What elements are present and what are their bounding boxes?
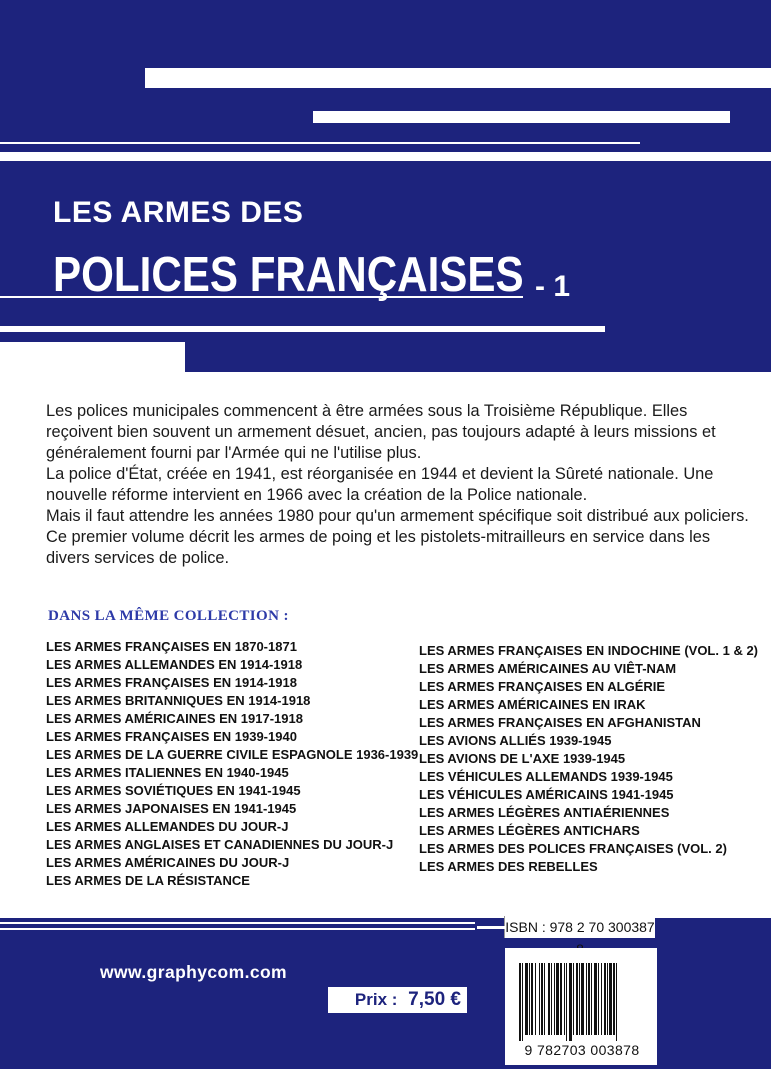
description-paragraph: Les polices municipales commencent à être armées sous la Troisième République. Elles reçoivent bien souvent un armement désuet, ancien, pas toujours adapté à leurs missions et généralement fourni par l'Armée qui ne l'utilise plus. xyxy=(46,402,716,462)
barcode-bar xyxy=(609,963,612,1035)
barcode-bar xyxy=(607,963,608,1035)
barcode-bar xyxy=(525,963,528,1035)
collection-item: LES ARMES AMÉRICAINES EN 1917-1918 xyxy=(46,711,303,726)
collection-item: LES ARMES FRANÇAISES EN ALGÉRIE xyxy=(419,679,666,694)
collection-item: LES ARMES ITALIENNES EN 1940-1945 xyxy=(46,765,289,780)
barcode-bar xyxy=(531,963,533,1035)
collection-list-left xyxy=(46,638,418,890)
price-value: 7,50 € xyxy=(408,989,461,1010)
barcode-bar xyxy=(586,963,587,1035)
header-stripe xyxy=(145,68,771,88)
barcode-bar xyxy=(591,963,592,1035)
barcode-bar xyxy=(560,963,562,1035)
collection-item: LES AVIONS DE L'AXE 1939-1945 xyxy=(419,751,626,766)
collection-item: LES VÉHICULES AMÉRICAINS 1941-1945 xyxy=(419,787,674,802)
barcode-bar xyxy=(522,963,523,1041)
price-box xyxy=(328,987,467,1013)
collection-list-right xyxy=(419,642,758,876)
volume-number: - 1 xyxy=(535,270,571,303)
barcode-bar xyxy=(569,963,572,1041)
collection-item: LES ARMES SOVIÉTIQUES EN 1941-1945 xyxy=(46,783,301,798)
website-link[interactable]: www.graphycom.com xyxy=(100,962,288,982)
header-band xyxy=(0,0,771,372)
price-label: Prix : xyxy=(354,990,398,1009)
barcode-bar xyxy=(554,963,555,1035)
barcode-digits: 9 782703 003878 xyxy=(524,1042,640,1058)
collection-item: LES ARMES ALLEMANDES DU JOUR-J xyxy=(46,819,289,834)
collection-item: LES AVIONS ALLIÉS 1939-1945 xyxy=(419,733,612,748)
barcode-bar xyxy=(588,963,590,1035)
collection-item: LES ARMES ALLEMANDES EN 1914-1918 xyxy=(46,657,303,672)
barcode-bar xyxy=(551,963,552,1035)
barcode xyxy=(505,948,657,1065)
barcode-bar xyxy=(566,963,567,1041)
collection-item: LES VÉHICULES ALLEMANDS 1939-1945 xyxy=(419,769,673,784)
collection-item: LES ARMES ANGLAISES ET CANADIENNES DU JOUR-J xyxy=(46,837,394,852)
description-paragraph: La police d'État, créée en 1941, est réorganisée en 1944 et devient la Sûreté nationale. Une nouvelle réforme intervient en 1966 avec la création de la Police nationale. xyxy=(46,465,714,504)
barcode-bar xyxy=(535,963,536,1035)
header-stripe xyxy=(0,152,771,161)
barcode-bar xyxy=(573,963,574,1035)
header-stripe xyxy=(0,342,185,372)
barcode-bar xyxy=(539,963,540,1035)
collection-item: LES ARMES DE LA GUERRE CIVILE ESPAGNOLE 1936-1939 xyxy=(46,747,419,762)
collection-item: LES ARMES AMÉRICAINES DU JOUR-J xyxy=(46,855,290,870)
collection-item: LES ARMES FRANÇAISES EN INDOCHINE (VOL. 1 & 2) xyxy=(419,643,758,658)
collection-item: LES ARMES FRANÇAISES EN 1914-1918 xyxy=(46,675,297,690)
book-description xyxy=(46,401,758,569)
collection-item: LES ARMES JAPONAISES EN 1941-1945 xyxy=(46,801,297,816)
header-stripe xyxy=(313,111,730,123)
description-paragraph: Ce premier volume décrit les armes de poing et les pistolets-mitrailleurs en service dans les divers services de police. xyxy=(46,528,711,567)
collection-item: LES ARMES FRANÇAISES EN 1870-1871 xyxy=(46,639,297,654)
description-paragraph: Mais il faut attendre les années 1980 pour qu'un armement spécifique soit distribué aux policiers. xyxy=(46,507,749,525)
barcode-bar xyxy=(544,963,545,1035)
collection-item: LES ARMES AMÉRICAINES AU VIÊT-NAM xyxy=(419,661,677,676)
collection-item: LES ARMES DES REBELLES xyxy=(419,859,598,874)
barcode-bar xyxy=(541,963,543,1035)
cover-title-line2: POLICES FRANÇAISES xyxy=(53,248,524,302)
barcode-bars xyxy=(517,963,647,1041)
barcode-bar xyxy=(576,963,578,1035)
collection-item: LES ARMES LÉGÈRES ANTIAÉRIENNES xyxy=(419,805,670,820)
barcode-bar xyxy=(556,963,559,1035)
barcode-bar xyxy=(529,963,530,1035)
header-stripe xyxy=(0,326,605,332)
collection-item: LES ARMES LÉGÈRES ANTICHARS xyxy=(419,823,640,838)
barcode-bar xyxy=(613,963,615,1035)
collection-item: LES ARMES FRANÇAISES EN 1939-1940 xyxy=(46,729,297,744)
barcode-bar xyxy=(604,963,606,1035)
footer-stripe xyxy=(0,922,475,924)
barcode-bar xyxy=(579,963,580,1035)
collection-item: LES ARMES DES POLICES FRANÇAISES (VOL. 2) xyxy=(419,841,727,856)
barcode-bar xyxy=(581,963,584,1035)
cover-title-line1: LES ARMES DES xyxy=(53,196,304,229)
barcode-bar xyxy=(548,963,550,1035)
collection-item: LES ARMES AMÉRICAINES EN IRAK xyxy=(419,697,646,712)
isbn-label: ISBN : 978 2 70 300387 xyxy=(504,916,655,938)
barcode-bar xyxy=(594,963,597,1035)
collection-item: LES ARMES DE LA RÉSISTANCE xyxy=(46,873,250,888)
collection-item: LES ARMES FRANÇAISES EN AFGHANISTAN xyxy=(419,715,701,730)
footer-stripe xyxy=(0,928,475,930)
collection-item: LES ARMES BRITANNIQUES EN 1914-1918 xyxy=(46,693,311,708)
barcode-bar xyxy=(519,963,521,1041)
barcode-bar xyxy=(564,963,565,1035)
collection-heading: DANS LA MÊME COLLECTION : xyxy=(48,608,289,624)
barcode-bar xyxy=(598,963,599,1035)
barcode-bar xyxy=(616,963,617,1041)
header-stripe xyxy=(0,142,640,144)
barcode-bar xyxy=(601,963,602,1035)
